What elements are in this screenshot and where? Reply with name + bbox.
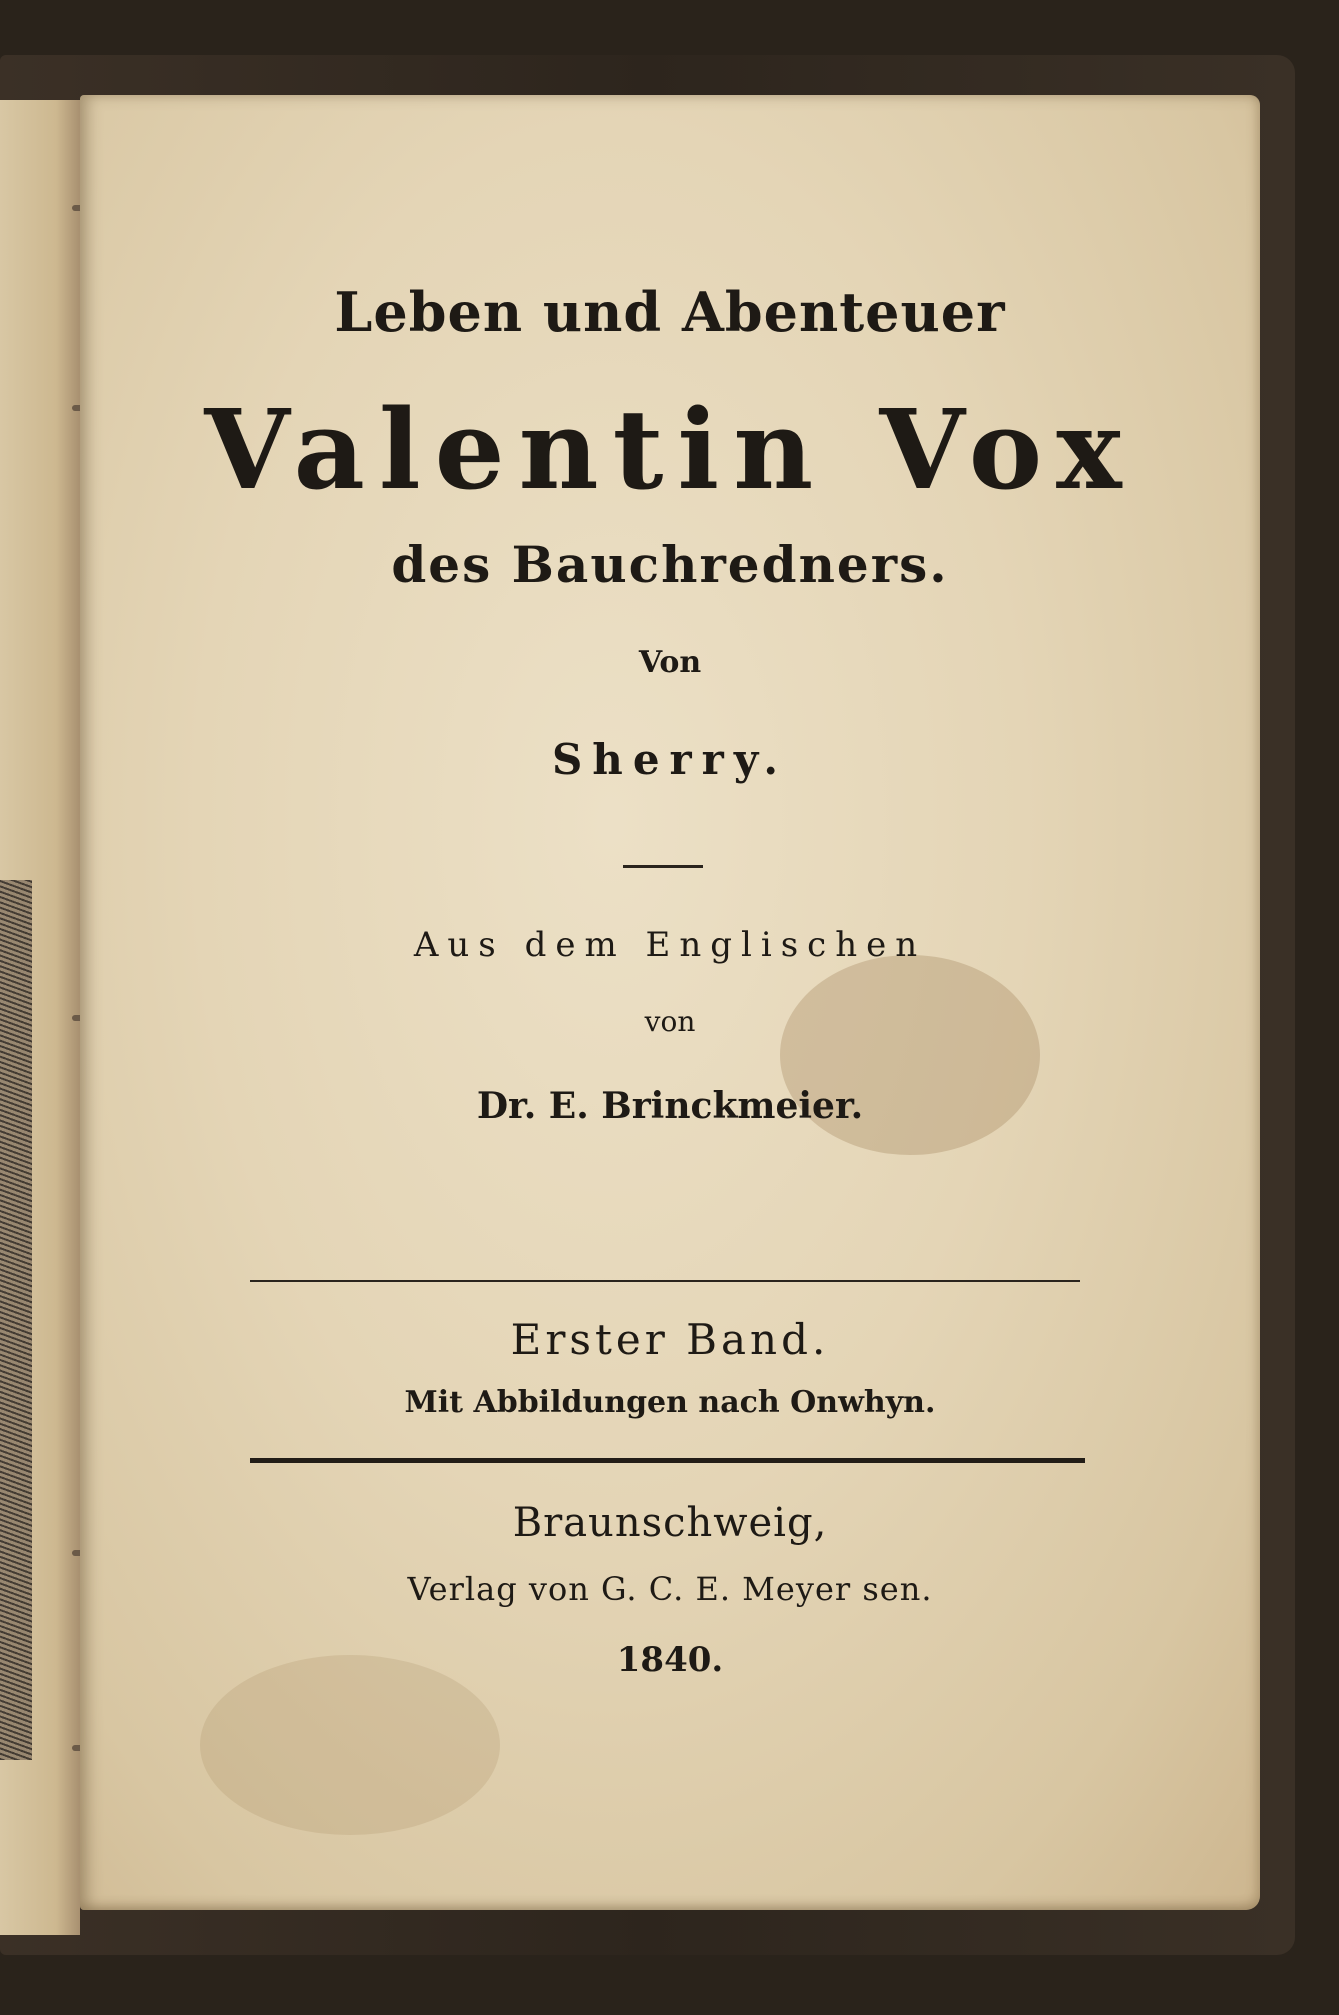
foxing-stain bbox=[200, 1655, 500, 1835]
imprint-year: 1840. bbox=[616, 1640, 724, 1680]
by-label: Von bbox=[638, 645, 702, 680]
author-name: Sherry. bbox=[551, 735, 789, 784]
facing-page bbox=[0, 100, 80, 1935]
translator-name: Dr. E. Brinckmeier. bbox=[476, 1085, 864, 1127]
title-main: Valentin Vox bbox=[204, 385, 1136, 514]
illustrations-note: Mit Abbildungen nach Onwhyn. bbox=[404, 1385, 936, 1420]
short-divider bbox=[623, 865, 703, 868]
thick-divider bbox=[250, 1458, 1085, 1463]
imprint-city: Braunschweig, bbox=[512, 1500, 828, 1546]
imprint-publisher: Verlag von G. C. E. Meyer sen. bbox=[407, 1570, 933, 1608]
volume-label: Erster Band. bbox=[510, 1315, 830, 1364]
title-page bbox=[80, 95, 1260, 1910]
title-line-1: Leben und Abenteuer bbox=[334, 280, 1006, 344]
frontispiece-engraving-fragment bbox=[0, 880, 32, 1760]
translated-by-label: von bbox=[644, 1005, 696, 1038]
thin-divider bbox=[250, 1280, 1080, 1282]
title-line-3: des Bauchredners. bbox=[391, 535, 949, 594]
translation-line: Aus dem Englischen bbox=[413, 925, 927, 965]
